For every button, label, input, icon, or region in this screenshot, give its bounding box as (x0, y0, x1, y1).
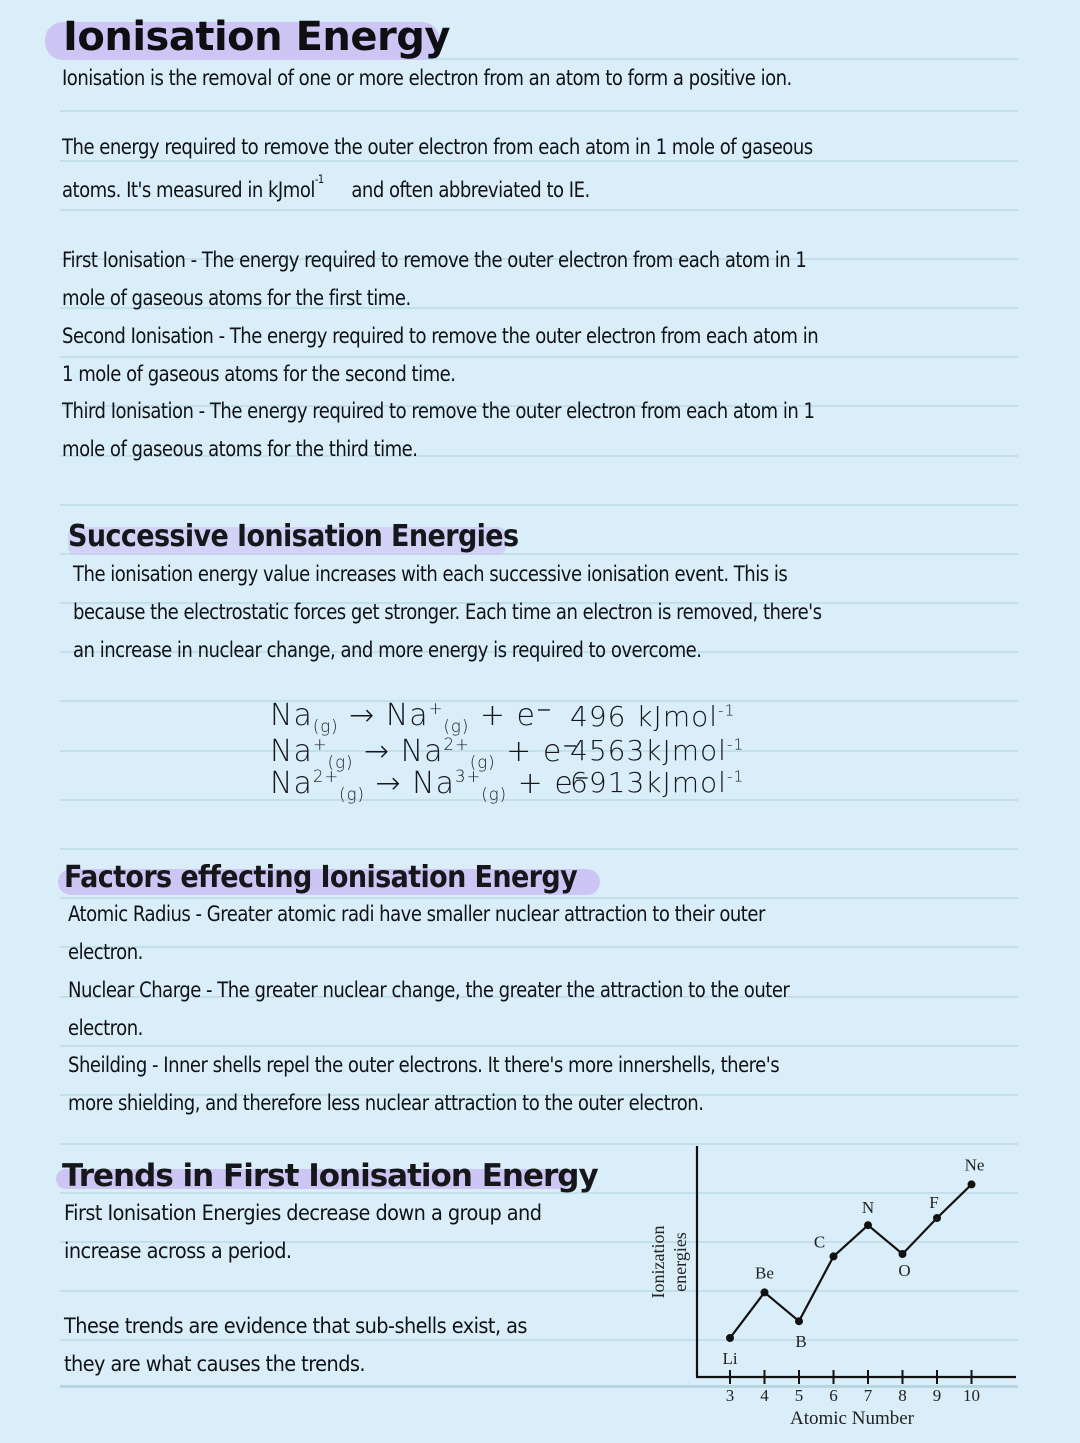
successive-line3: an increase in nuclear change, and more energy is required to overcome. (73, 638, 702, 662)
x-tick-label: 3 (725, 1386, 735, 1405)
element-label: N (861, 1198, 875, 1218)
data-point (761, 1288, 769, 1296)
equation-row-3: $Na^{2+}_{(g)} \to Na^{3+}_{(g)} + e^-$ (270, 766, 591, 804)
trends-line4: they are what causes the trends. (64, 1352, 366, 1376)
trends-line2: increase across a period. (64, 1239, 292, 1263)
data-point (726, 1334, 734, 1342)
element-label: Be (755, 1263, 774, 1283)
third-ionisation-line1: Third Ionisation - The energy required to remove the outer electron from each atom in 1 (62, 399, 815, 423)
shielding-line1: Sheilding - Inner shells repel the outer electrons. It there's more innershells, there's (68, 1053, 780, 1077)
second-ionisation-line2: 1 mole of gaseous atoms for the second time. (62, 362, 456, 386)
trends-line3: These trends are evidence that sub-shells exist, as (64, 1314, 527, 1338)
energy-text-line1: The energy required to remove the outer electron from each atom in 1 mole of gaseous (62, 135, 813, 159)
data-point (795, 1317, 803, 1325)
y-axis-label-line1: Ionization (648, 1225, 668, 1299)
second-ionisation-line1: Second Ionisation - The energy required to remove the outer electron from each atom in (62, 324, 819, 348)
energy-text-line2 (62, 166, 590, 209)
element-label: O (898, 1261, 911, 1280)
successive-line1: The ionisation energy value increases with each successive ionisation event. This is (73, 562, 788, 586)
energy-text-part-b: and often abbreviated to IE. (351, 178, 590, 202)
trends-heading: Trends in First Ionisation Energy (62, 1158, 598, 1194)
x-tick-label: 6 (829, 1386, 838, 1405)
x-axis-label: Atomic Number (789, 1408, 915, 1429)
factors-heading: Factors effecting Ionisation Energy (64, 860, 578, 895)
rule-line (60, 946, 1018, 948)
nuclear-charge-line2: electron. (68, 1016, 143, 1040)
element-label: F (929, 1193, 939, 1212)
rule-line (60, 848, 1018, 850)
page-title: Ionisation Energy (63, 14, 450, 60)
first-ionisation-line2: mole of gaseous atoms for the first time. (62, 286, 411, 310)
x-tick-label: 7 (863, 1386, 873, 1405)
ionisation-energy-chart (640, 1140, 1040, 1439)
x-tick-label: 9 (932, 1386, 942, 1405)
data-point (933, 1214, 941, 1222)
rule-line (60, 504, 1018, 506)
element-label: C (813, 1232, 826, 1252)
ie-value-1: 496 kJmol$^{-1}$ (570, 700, 736, 733)
data-point (864, 1221, 872, 1229)
rule-line (60, 209, 1018, 211)
unit-superscript: -1 (314, 172, 324, 186)
atomic-radius-line2: electron. (68, 940, 143, 964)
successive-line2: because the electrostatic forces get stronger. Each time an electron is removed, there's (73, 600, 822, 624)
definition-text: Ionisation is the removal of one or more electron from an atom to form a positive ion. (62, 66, 792, 90)
rule-line (60, 110, 1018, 112)
data-point (899, 1250, 907, 1258)
ie-value-3: 6913kJmol$^{-1}$ (570, 766, 745, 799)
data-point (830, 1252, 838, 1260)
atomic-radius-line1: Atomic Radius - Greater atomic radi have smaller nuclear attraction to their outer (68, 902, 765, 926)
x-tick-label: 8 (898, 1386, 907, 1405)
data-point (968, 1180, 976, 1188)
element-labels (722, 1155, 984, 1368)
successive-heading: Successive Ionisation Energies (68, 519, 519, 554)
element-label: Ne (964, 1155, 985, 1175)
third-ionisation-line2: mole of gaseous atoms for the third time. (62, 437, 418, 461)
energy-text-part-a: atoms. It's measured in kJmol (62, 178, 315, 202)
equation-row-1: $Na_{(g)} \to Na^+_{(g)} + e^-$ (270, 698, 553, 736)
element-label: Li (722, 1349, 738, 1368)
equation-row-2: $Na^+_{(g)} \to Na^{2+}_{(g)} + e^-$ (270, 734, 580, 772)
x-tick-label: 4 (760, 1386, 769, 1405)
first-ionisation-line1: First Ionisation - The energy required to remove the outer electron from each atom in 1 (62, 248, 807, 272)
x-axis-tick-labels (726, 1386, 980, 1405)
x-tick-label: 5 (794, 1386, 804, 1405)
ie-value-2: 4563kJmol$^{-1}$ (570, 734, 745, 767)
trends-line1: First Ionisation Energies decrease down a group and (64, 1201, 542, 1225)
y-axis-label-group (648, 1226, 690, 1299)
element-label: B (795, 1332, 807, 1352)
x-tick-label: 10 (963, 1386, 980, 1405)
chart-svg (640, 1140, 1040, 1439)
y-axis-label-line2: energies (670, 1232, 690, 1292)
nuclear-charge-line1: Nuclear Charge - The greater nuclear change, the greater the attraction to the outer (68, 978, 790, 1002)
shielding-line2: more shielding, and therefore less nuclear attraction to the outer electron. (68, 1091, 704, 1115)
